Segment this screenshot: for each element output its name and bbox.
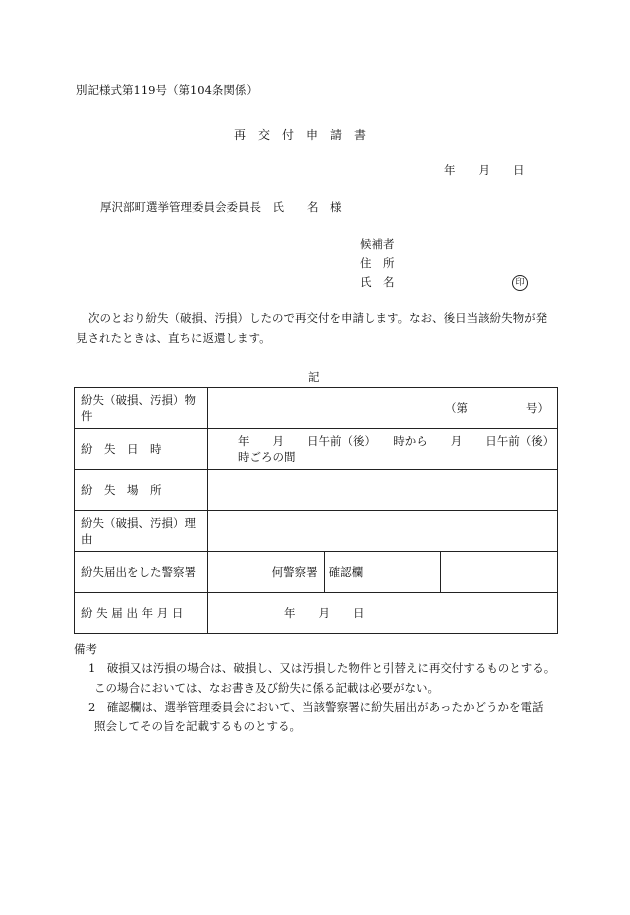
table-row bbox=[75, 511, 558, 552]
form-number: 別記様式第119号（第104条関係） bbox=[76, 83, 258, 97]
loss-reason-value[interactable] bbox=[208, 511, 558, 552]
loss-datetime-line1: 年 月 日午前（後） 時から 月 日午前（後） bbox=[238, 434, 555, 448]
applicant-address-label: 住 所 bbox=[360, 256, 395, 270]
confirm-field[interactable] bbox=[441, 552, 558, 593]
table-row bbox=[75, 470, 558, 511]
body-text-line1: 次のとおり紛失（破損、汚損）したので再交付を申請します。なお、後日当該紛失物が発 bbox=[88, 311, 548, 325]
item-label: 紛失（破損、汚損）物件 bbox=[75, 388, 208, 429]
item-value bbox=[208, 388, 558, 429]
report-date-value: 年 月 日 bbox=[208, 593, 558, 634]
police-station-label: 紛失届出をした警察署 bbox=[75, 552, 208, 593]
item-number-suffix: 号） bbox=[526, 401, 549, 415]
seal-icon: 印 bbox=[512, 275, 528, 291]
table-row bbox=[75, 593, 558, 634]
report-date-label: 紛 失 届 出 年 月 日 bbox=[75, 593, 208, 634]
loss-datetime-value bbox=[208, 429, 558, 470]
loss-reason-label: 紛失（破損、汚損）理由 bbox=[75, 511, 208, 552]
applicant-name-label: 氏 名 bbox=[360, 275, 395, 289]
table-row bbox=[75, 388, 558, 429]
confirm-label: 確認欄 bbox=[324, 552, 441, 593]
body-text-line2: 見されたときは、直ちに返還します。 bbox=[76, 331, 271, 345]
note-1-line2: この場合においては、なお書き及び紛失に係る記載は必要がない。 bbox=[94, 681, 439, 695]
table-row bbox=[75, 552, 558, 593]
police-station-value: 何警察署 bbox=[208, 552, 325, 593]
note-2-line2: 照会してその旨を記載するものとする。 bbox=[94, 719, 301, 733]
addressee: 厚沢部町選挙管理委員会委員長 氏 名 様 bbox=[100, 200, 342, 214]
note-1-line1: 1 破損又は汚損の場合は、破損し、又は汚損した物件と引替えに再交付するものとする。 bbox=[88, 661, 556, 675]
applicant-role: 候補者 bbox=[360, 237, 395, 251]
loss-place-label: 紛 失 場 所 bbox=[75, 470, 208, 511]
notes-heading: 備考 bbox=[74, 642, 97, 656]
loss-place-value[interactable] bbox=[208, 470, 558, 511]
ki-heading: 記 bbox=[308, 370, 320, 384]
date-line: 年 月 日 bbox=[444, 163, 525, 177]
application-table bbox=[74, 387, 558, 634]
loss-datetime-label: 紛 失 日 時 bbox=[75, 429, 208, 470]
document-title: 再 交 付 申 請 書 bbox=[234, 128, 367, 142]
note-2-line1: 2 確認欄は、選挙管理委員会において、当該警察署に紛失届出があったかどうかを電話 bbox=[88, 700, 544, 714]
item-number-prefix: （第 bbox=[445, 401, 468, 415]
table-row bbox=[75, 429, 558, 470]
seal-mark bbox=[512, 274, 528, 291]
loss-datetime-line2: 時ごろの間 bbox=[238, 450, 296, 464]
